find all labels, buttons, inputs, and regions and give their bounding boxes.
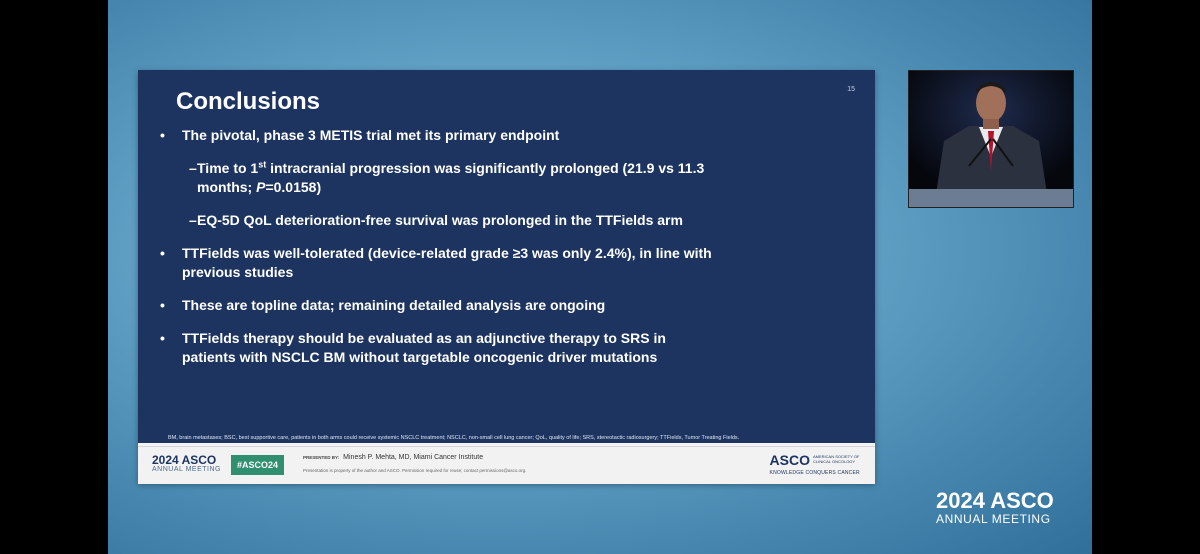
slide-footer: [138, 446, 875, 484]
slide-number: 15: [847, 86, 855, 93]
presenter-info: PRESENTED BY: Minesh P. Mehta, MD, Miami Cancer Institute: [303, 454, 484, 461]
sub-bullet-item: [167, 159, 850, 197]
bullet-icon: •: [160, 297, 165, 313]
disclaimer-text: Presentation is property of the author and ASCO. Permission required for reuse; contact permissions@asco.org.: [303, 468, 527, 473]
bullet-item: [160, 244, 850, 282]
dash-icon: –: [189, 212, 197, 228]
sub-bullet-item: [167, 211, 850, 230]
meeting-logo: 2024 ASCO ANNUAL MEETING: [152, 453, 221, 473]
slide-content: [138, 70, 875, 443]
bullet-list: [160, 126, 850, 367]
bullet-icon: •: [160, 127, 165, 143]
bullet-text: TTFields was well-tolerated (device-related grade ≥3 was only 2.4%), in line with previous studies: [182, 245, 712, 280]
video-stage: [108, 0, 1092, 554]
asco-logo: ASCO AMERICAN SOCIETY OF CLINICAL ONCOLOGY KNOWLEDGE CONQUERS CANCER: [769, 452, 860, 476]
bullet-item: [160, 329, 850, 367]
hashtag-badge: #ASCO24: [231, 455, 284, 475]
presentation-slide: [138, 70, 875, 483]
speaker-image: [909, 71, 1073, 207]
bullet-item: [160, 296, 850, 315]
bullet-item: [160, 126, 850, 145]
slide-footnote: BM, brain metastases; BSC, best supportive care, patients in both arms could receive systemic NSCLC treatment; NSCLC, non-small cell lung cancer; QoL, quality of life; SRS, stereotactic radiosurgery; TTFields, Tumor Treating Fields.: [168, 435, 740, 441]
bullet-text: These are topline data; remaining detailed analysis are ongoing: [182, 297, 606, 313]
bullet-icon: •: [160, 330, 165, 346]
sub-bullet-text: EQ-5D QoL deterioration-free survival was prolonged in the TTFields arm: [197, 212, 683, 228]
dash-icon: –: [189, 160, 197, 176]
slide-title: Conclusions: [176, 88, 321, 115]
speaker-video: [908, 70, 1074, 208]
meeting-brand-overlay: 2024 ASCO ANNUAL MEETING: [936, 488, 1054, 526]
sub-bullet-text: Time to 1st intracranial progression was significantly prolonged (21.9 vs 11.3 months; P=0.0158): [197, 159, 705, 195]
bullet-icon: •: [160, 245, 165, 261]
bullet-text: TTFields therapy should be evaluated as an adjunctive therapy to SRS in patients with NSCLC BM without targetable oncogenic driver mutations: [182, 330, 666, 365]
bullet-text: The pivotal, phase 3 METIS trial met its primary endpoint: [182, 127, 560, 143]
